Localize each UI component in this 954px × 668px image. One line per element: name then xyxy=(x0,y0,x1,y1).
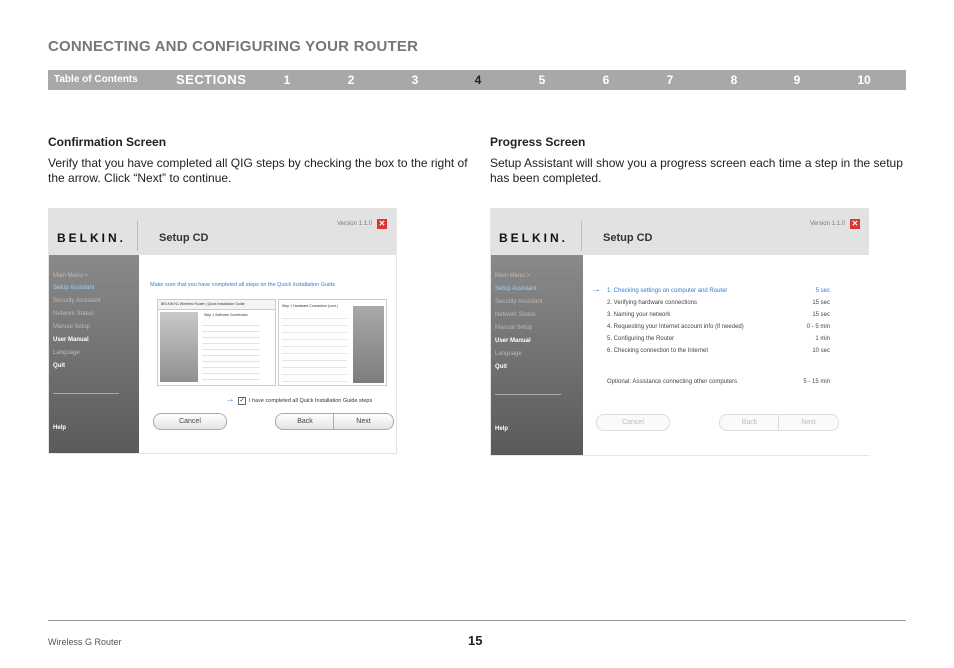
section-link-10[interactable]: 10 xyxy=(857,73,871,87)
sidebar-item-network-status[interactable]: Network Status xyxy=(495,312,536,318)
progress-text: Setup Assistant will show you a progress screen each time a step in the setup has been completed. xyxy=(490,156,903,185)
cancel-button[interactable]: Cancel xyxy=(596,414,670,431)
setup-header xyxy=(49,209,396,255)
progress-time-2: 15 sec xyxy=(812,300,830,306)
progress-time-6: 10 sec xyxy=(812,348,830,354)
sidebar-item-help[interactable]: Help xyxy=(495,426,509,432)
sidebar-item-user-manual[interactable]: User Manual xyxy=(53,337,89,343)
back-button[interactable]: Back xyxy=(719,414,780,431)
version-label: Version 1.1.0 xyxy=(336,221,372,227)
version-label: Version 1.1.0 xyxy=(809,221,845,227)
progress-step-4: 4. Requesting your Internet account info (if needed) xyxy=(607,324,744,330)
progress-time-5: 1 min xyxy=(815,336,830,342)
arrow-icon: → xyxy=(591,284,601,295)
header-divider xyxy=(137,221,138,251)
progress-time-4: 0 - 5 min xyxy=(806,324,830,330)
section-link-4[interactable]: 4 xyxy=(474,73,482,87)
sidebar-item-manual-setup[interactable]: Manual Setup xyxy=(53,324,91,330)
sidebar-item-language[interactable]: Language xyxy=(495,351,522,357)
setup-sidebar xyxy=(491,255,583,455)
sidebar-item-setup-assistant[interactable]: Setup Assistant xyxy=(53,285,95,291)
progress-time-optional: 5 - 15 min xyxy=(803,379,830,385)
qig-page-a-photo xyxy=(160,312,198,382)
progress-time-1: 5 sec xyxy=(815,288,830,294)
setup-cd-title: Setup CD xyxy=(159,232,209,244)
checkbox-label: I have completed all Quick Installation Guide steps xyxy=(249,398,373,404)
progress-step-6: 6. Checking connection to the Internet xyxy=(607,348,709,354)
sidebar-item-setup-assistant[interactable]: Setup Assistant xyxy=(495,286,537,292)
next-button[interactable]: Next xyxy=(778,414,839,431)
document-title: CONNECTING AND CONFIGURING YOUR ROUTER xyxy=(48,38,419,55)
progress-heading: Progress Screen xyxy=(490,135,586,149)
belkin-logo: BELKIN. xyxy=(499,231,568,245)
close-icon[interactable]: ✕ xyxy=(851,219,859,228)
sidebar-item-security-assistant[interactable]: Security Assistant xyxy=(53,298,101,304)
progress-step-optional: Optional: Assistance connecting other computers xyxy=(607,379,738,385)
progress-step-1: 1. Checking settings on computer and Router xyxy=(607,288,728,294)
qig-page-b-sidebar xyxy=(353,306,384,383)
qig-page-b-text xyxy=(282,312,347,382)
sidebar-item-quit[interactable]: Quit xyxy=(495,364,507,370)
footer-product-name: Wireless G Router xyxy=(48,637,122,647)
progress-time-3: 15 sec xyxy=(812,312,830,318)
belkin-logo: BELKIN. xyxy=(57,231,126,245)
section-link-3[interactable]: 3 xyxy=(411,73,419,87)
sidebar-item-manual-setup[interactable]: Manual Setup xyxy=(495,325,533,331)
confirmation-heading: Confirmation Screen xyxy=(48,135,167,149)
sidebar-item-security-assistant[interactable]: Security Assistant xyxy=(495,299,543,305)
section-link-7[interactable]: 7 xyxy=(666,73,674,87)
progress-step-5: 5. Configuring the Router xyxy=(607,336,675,342)
sidebar-item-language[interactable]: Language xyxy=(53,350,80,356)
qig-page-b xyxy=(278,299,387,386)
sections-label: SECTIONS xyxy=(176,72,247,87)
next-button[interactable]: Next xyxy=(333,413,394,430)
sidebar-item-quit[interactable]: Quit xyxy=(53,363,65,369)
confirmation-screenshot xyxy=(48,208,397,454)
section-link-8[interactable]: 8 xyxy=(730,73,738,87)
confirmation-text: Verify that you have completed all QIG steps by checking the box to the right of the arrow. Click “Next” to continue. xyxy=(48,156,468,185)
section-nav-bar xyxy=(48,70,906,90)
section-link-6[interactable]: 6 xyxy=(602,73,610,87)
setup-header xyxy=(491,209,869,255)
page-number: 15 xyxy=(468,633,483,648)
progress-step-3: 3. Naming your network xyxy=(607,312,671,318)
sidebar-divider xyxy=(495,394,561,395)
qig-page-a-title: BELKIN N1 Wireless Router | Quick Installation Guide xyxy=(161,302,245,306)
qig-page-b-step: Step 1 Hardware Connection (cont.) xyxy=(282,304,338,308)
qig-complete-checkbox[interactable]: ✓ xyxy=(239,398,245,404)
setup-sidebar xyxy=(49,255,139,453)
sidebar-item-user-manual[interactable]: User Manual xyxy=(495,338,531,344)
sidebar-item-network-status[interactable]: Network Status xyxy=(53,311,94,317)
sidebar-item-help[interactable]: Help xyxy=(53,425,67,431)
setup-cd-title: Setup CD xyxy=(603,232,653,244)
table-of-contents-link[interactable]: Table of Contents xyxy=(54,74,138,85)
progress-screenshot xyxy=(490,208,869,456)
qig-page-a-step: Step 1 Software Connection xyxy=(204,313,248,317)
cancel-button[interactable]: Cancel xyxy=(153,413,227,430)
progress-step-2: 2. Verifying hardware connections xyxy=(607,300,698,306)
footer-divider xyxy=(48,620,906,621)
section-link-5[interactable]: 5 xyxy=(538,73,546,87)
section-link-1[interactable]: 1 xyxy=(283,73,291,87)
arrow-icon: → xyxy=(225,394,235,405)
section-link-9[interactable]: 9 xyxy=(793,73,801,87)
back-button[interactable]: Back xyxy=(275,413,335,430)
section-link-2[interactable]: 2 xyxy=(347,73,355,87)
qig-page-a-text xyxy=(202,320,260,380)
qig-page-a xyxy=(157,299,276,386)
close-icon[interactable]: ✕ xyxy=(378,219,386,228)
sidebar-item-main-menu[interactable]: Main Menu > xyxy=(495,273,530,279)
header-divider xyxy=(581,221,582,251)
qig-instruction: Make sure that you have completed all steps on the Quick Installation Guide xyxy=(150,282,336,288)
sidebar-item-main-menu[interactable]: Main Menu > xyxy=(53,273,88,279)
sidebar-divider xyxy=(53,393,119,394)
